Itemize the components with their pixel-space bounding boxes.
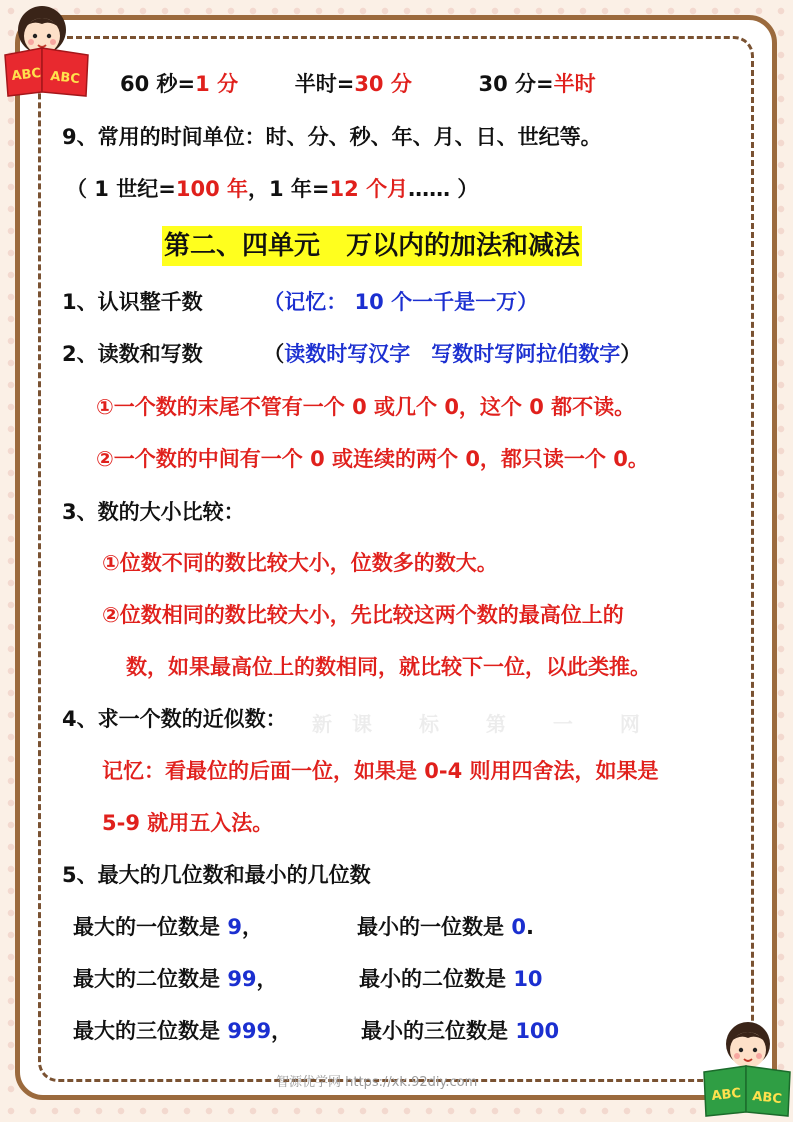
section-1-title: 1、认识整千数	[62, 290, 203, 314]
max-min-row	[361, 1021, 559, 1042]
text-ellipsis: …… ）	[408, 177, 479, 201]
section-2-rule-1: ①一个数的末尾不管有一个 0 或几个 0，这个 0 都不读。	[96, 395, 636, 419]
min-value: 10	[513, 967, 543, 991]
section-5-title: 5、最大的几位数和最小的几位数	[62, 863, 371, 887]
min-label: 最小的二位数是	[359, 967, 514, 991]
max-label: 最大的一位数是	[73, 915, 228, 939]
value-half-hour: 半时	[553, 72, 596, 96]
max-min-row	[73, 969, 278, 990]
max-min-row	[73, 1021, 292, 1042]
section-2-note: 读数时写汉字 写数时写阿拉伯数字	[284, 342, 621, 366]
section-2-paren-close: ）	[620, 342, 642, 366]
section-3-rule-2b: 数，如果最高位上的数相同，就比较下一位，以此类推。	[126, 655, 651, 679]
max-min-row	[357, 917, 534, 938]
girl-mascot-icon	[0, 0, 100, 100]
value-1-minute: 1 分	[195, 72, 239, 96]
text-30-minutes: 30 分=	[478, 72, 554, 96]
section-2	[62, 344, 641, 365]
value-100-years: 100 年	[175, 177, 248, 201]
max-value: 9	[227, 915, 242, 939]
time-units-line: 9、常用的时间单位：时、分、秒、年、月、日、世纪等。	[62, 125, 602, 149]
svg-text:ABC: ABC	[751, 1089, 783, 1108]
boy-mascot-icon	[700, 1012, 792, 1120]
century-line	[66, 179, 478, 200]
text-century: （ 1 世纪=	[66, 177, 176, 201]
text-60-seconds: 60 秒=	[120, 72, 196, 96]
value-30-minutes: 30 分	[354, 72, 412, 96]
min-value: 0	[511, 915, 526, 939]
max-label: 最大的三位数是	[73, 1019, 228, 1043]
time-conversion-line	[120, 74, 596, 95]
punctuation: ，	[271, 1019, 293, 1043]
svg-text:ABC: ABC	[10, 65, 42, 84]
section-3-rule-1: ①位数不同的数比较大小，位数多的数大。	[102, 551, 498, 575]
unit-heading: 第二、四单元 万以内的加法和减法	[162, 226, 582, 266]
min-label: 最小的三位数是	[361, 1019, 516, 1043]
section-2-rule-2: ②一个数的中间有一个 0 或连续的两个 0，都只读一个 0。	[96, 447, 649, 471]
section-4-rule-1: 记忆：看最位的后面一位，如果是 0-4 则用四舍法，如果是	[102, 759, 659, 783]
footer-source: 智源优学网 https://xk.92diy.com	[276, 1075, 478, 1090]
section-3-title: 3、数的大小比较：	[62, 500, 245, 524]
max-value: 999	[227, 1019, 272, 1043]
max-label: 最大的二位数是	[73, 967, 228, 991]
max-value: 99	[227, 967, 257, 991]
punctuation: .	[525, 915, 534, 939]
section-2-title: 2、读数和写数	[62, 342, 203, 366]
svg-text:ABC: ABC	[49, 69, 81, 88]
max-min-row	[359, 969, 543, 990]
section-4-rule-2: 5-9 就用五入法。	[102, 811, 274, 835]
watermark: 新课 标 第 一 网	[312, 712, 660, 736]
punctuation: ，	[256, 967, 278, 991]
punctuation: ，	[241, 915, 263, 939]
section-1-note: （记忆： 10 个一千是一万）	[263, 290, 539, 314]
min-label: 最小的一位数是	[357, 915, 512, 939]
text-half-hour: 半时=	[294, 72, 355, 96]
section-4-title: 4、求一个数的近似数：	[62, 707, 287, 731]
value-12-months: 12 个月	[329, 177, 409, 201]
min-value: 100	[515, 1019, 560, 1043]
section-1	[62, 292, 538, 313]
text-year: ，1 年=	[248, 177, 330, 201]
section-3-rule-2a: ②位数相同的数比较大小，先比较这两个数的最高位上的	[102, 603, 624, 627]
max-min-row	[73, 917, 263, 938]
svg-text:ABC: ABC	[710, 1085, 742, 1104]
section-2-paren-open: （	[263, 342, 285, 366]
